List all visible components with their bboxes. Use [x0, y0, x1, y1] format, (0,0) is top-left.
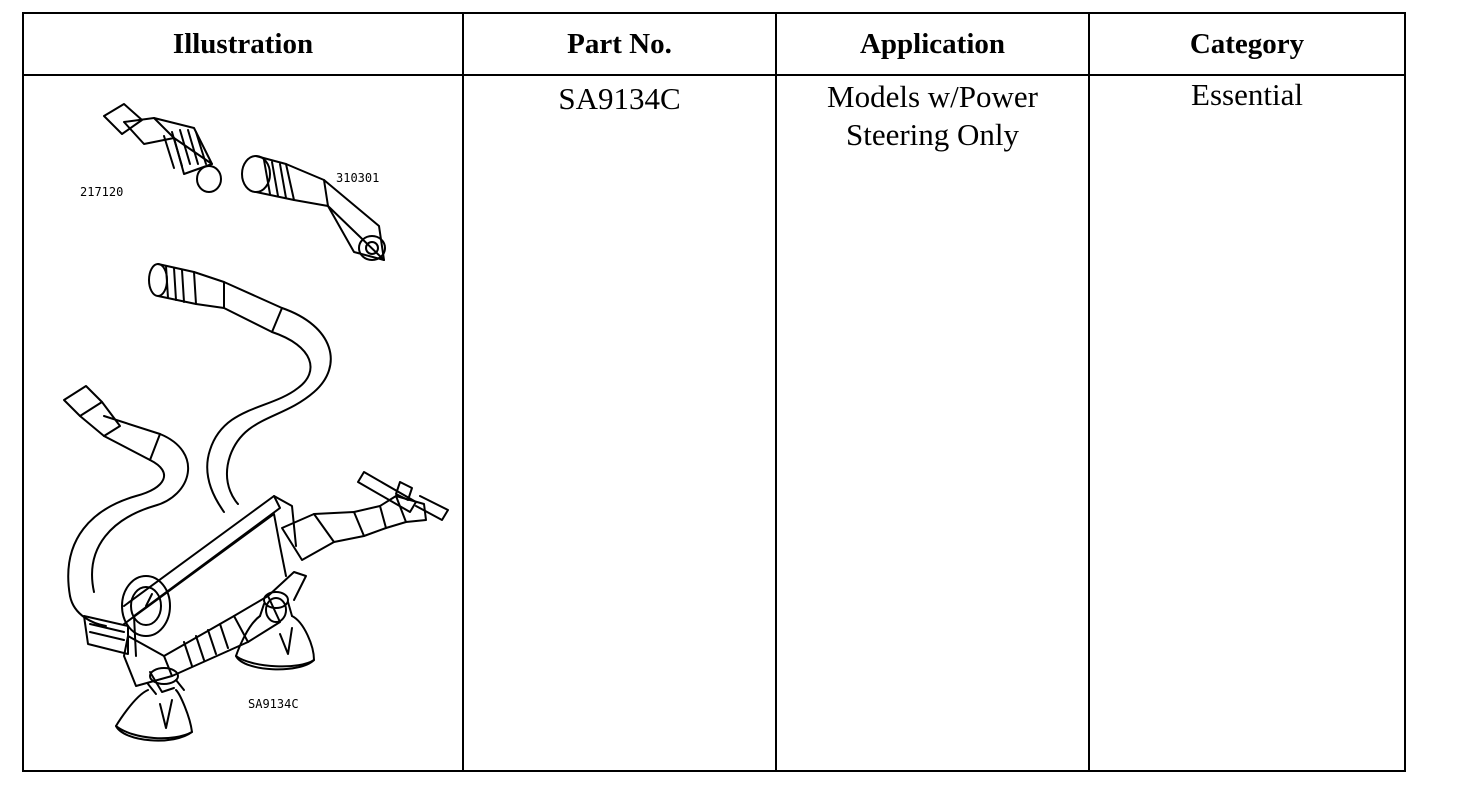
category-text: Essential [1191, 77, 1303, 112]
callout-310301: 310301 [336, 171, 380, 185]
header-category: Category [1189, 27, 1305, 60]
column-divider [462, 14, 464, 770]
header-illustration: Illustration [172, 27, 314, 60]
fitting-217120-drawing [104, 104, 221, 192]
callout-217120: 217120 [80, 185, 124, 199]
parts-table [22, 12, 1406, 772]
tool-illustration [24, 76, 462, 770]
application-text [777, 78, 1088, 154]
application-line-2: Steering Only [845, 117, 1020, 152]
upper-hose-drawing [149, 264, 331, 512]
callout-sa9134c: SA9134C [248, 697, 299, 711]
suction-cups-drawing [116, 592, 314, 741]
column-divider [1088, 14, 1090, 770]
header-part-no: Part No. [567, 27, 672, 60]
gauge-manifold-drawing [122, 472, 448, 686]
application-line-1: Models w/Power [827, 79, 1038, 114]
header-application: Application [859, 27, 1006, 60]
part-number: SA9134C [558, 81, 681, 116]
